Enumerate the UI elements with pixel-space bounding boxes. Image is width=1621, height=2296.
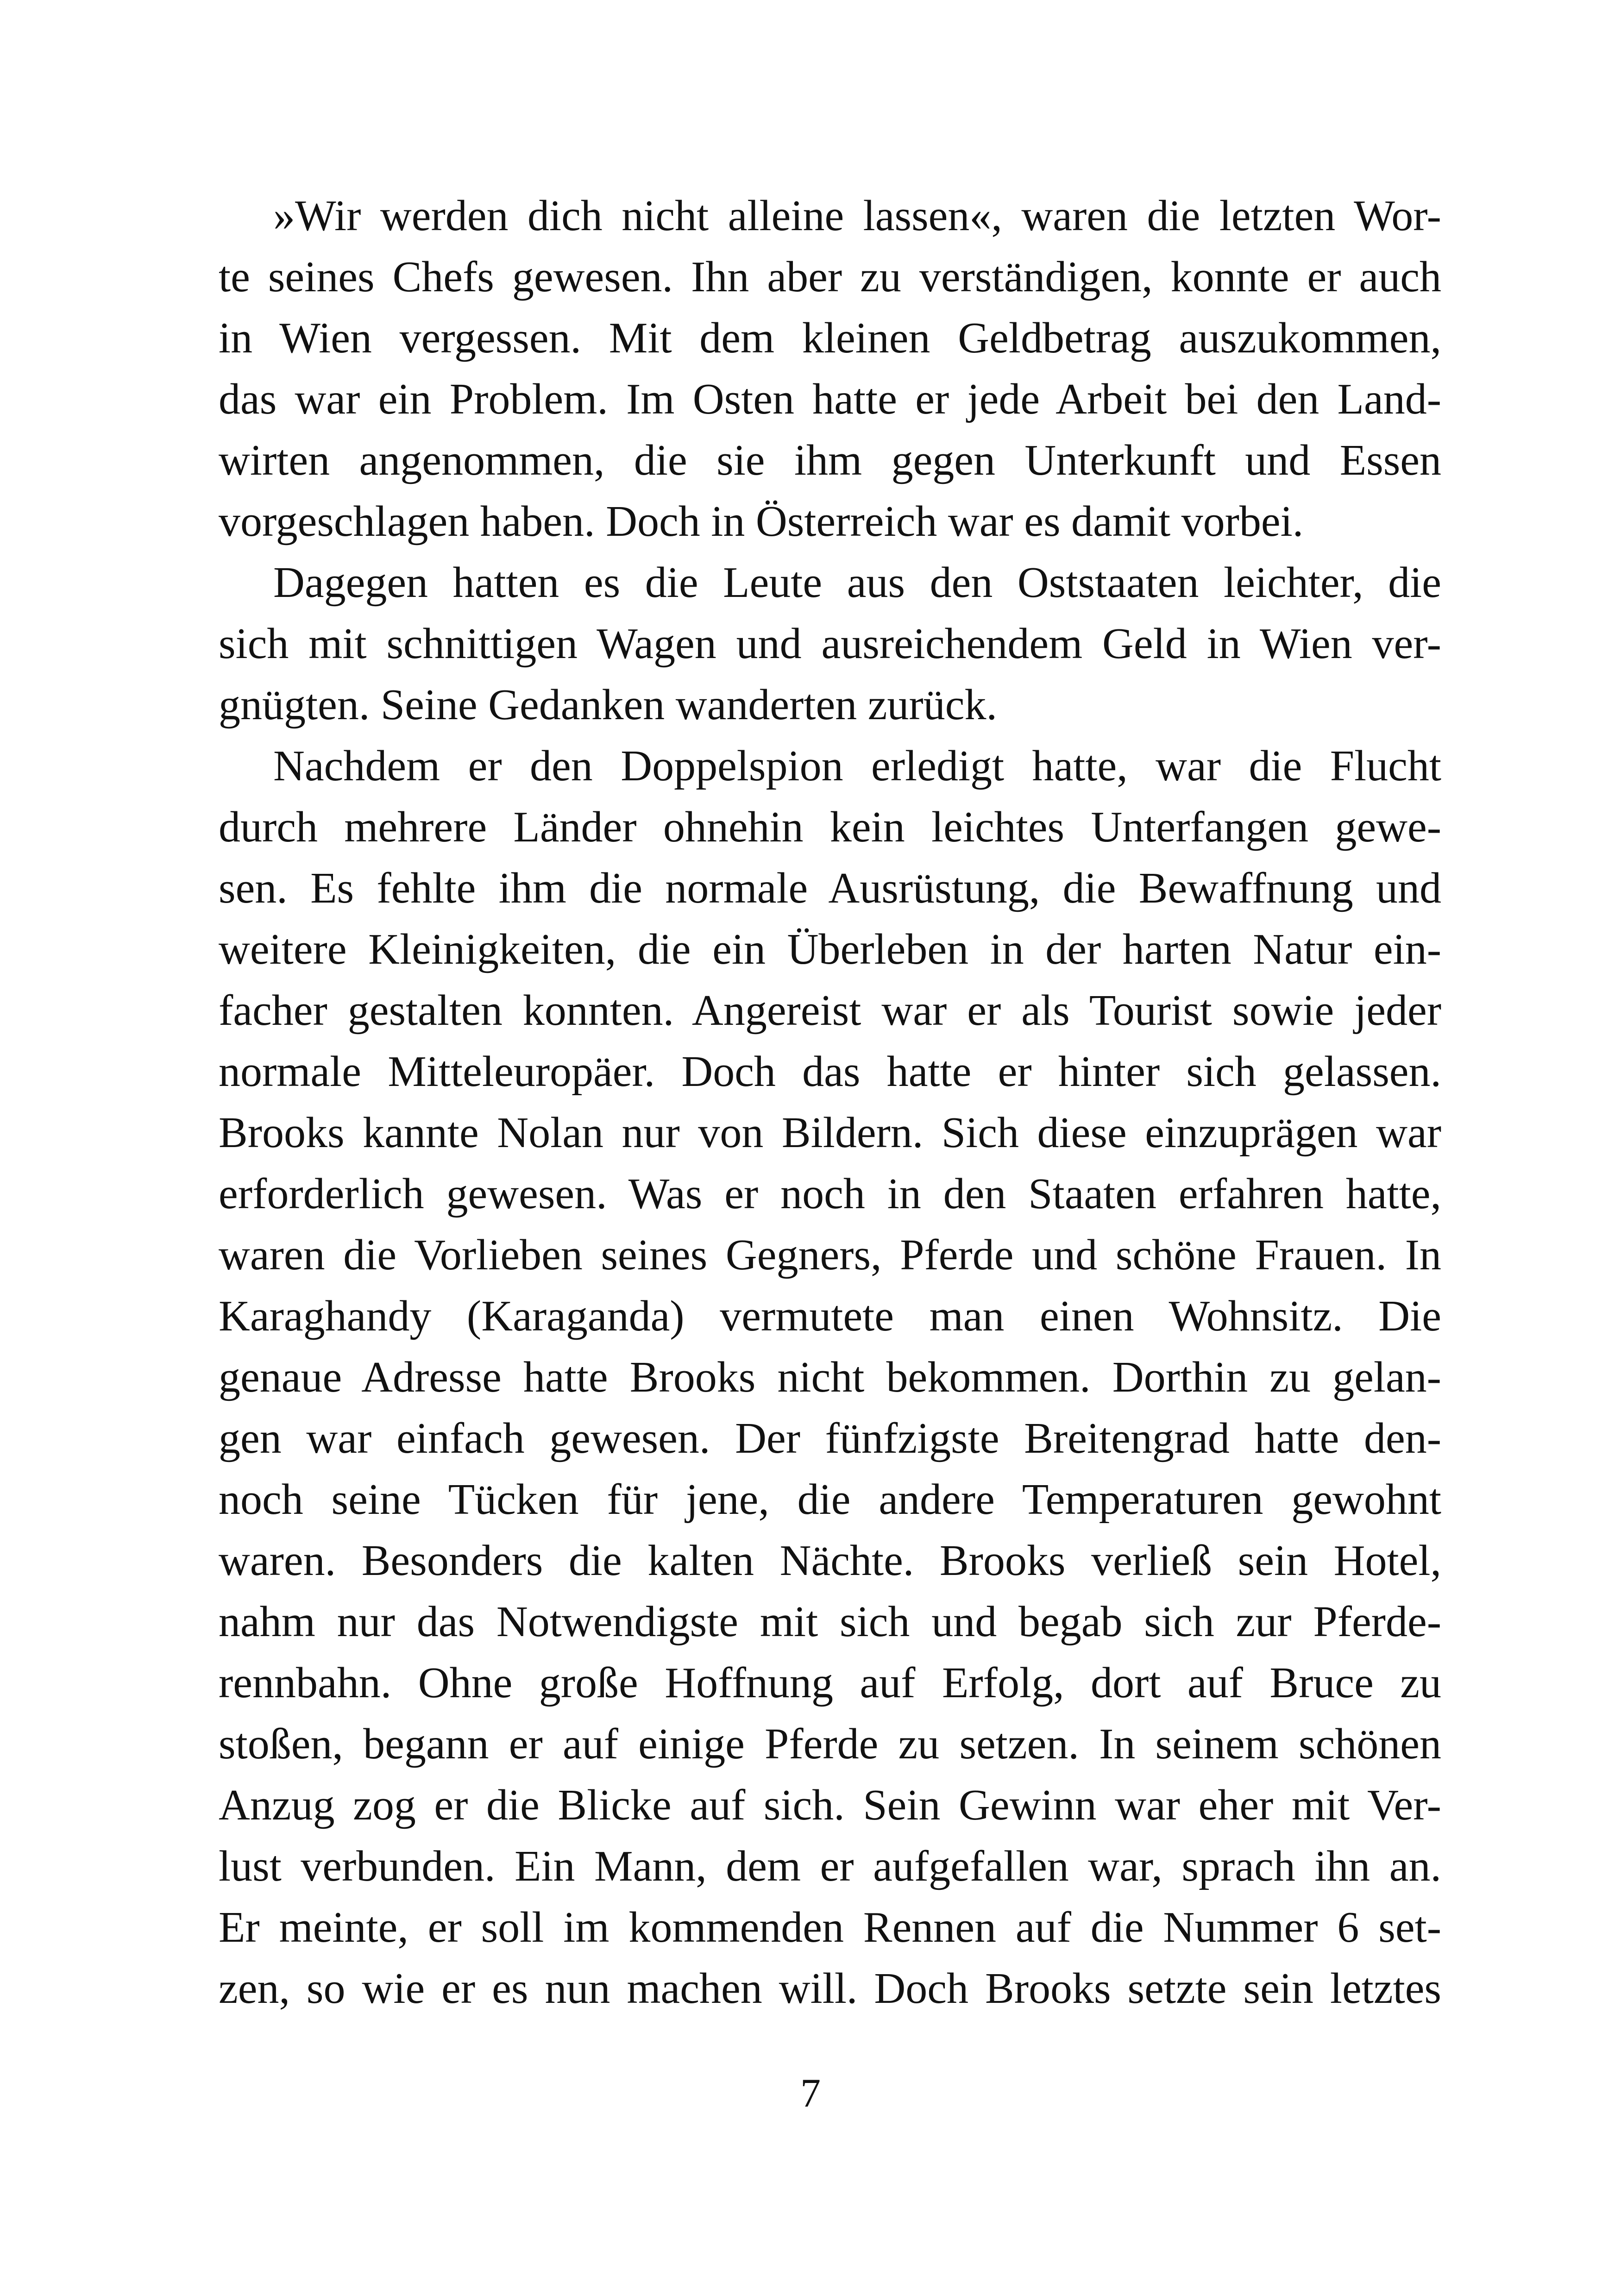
text-line: Er meinte, er soll im kommenden Rennen auf die Nummer 6 set- — [219, 1903, 1441, 1951]
text-line: sen. Es fehlte ihm die normale Ausrüstung, die Bewaffnung und — [219, 864, 1441, 912]
text-line: Nachdem er den Doppelspion erledigt hatte, war die Flucht — [273, 742, 1441, 790]
text-line: durch mehrere Länder ohnehin kein leichtes Unterfangen gewe- — [219, 803, 1441, 851]
text-line: Brooks kannte Nolan nur von Bildern. Sich diese einzuprägen war — [219, 1109, 1441, 1157]
paragraph-3 — [219, 735, 1441, 2019]
text-line: das war ein Problem. Im Osten hatte er jede Arbeit bei den Land- — [219, 375, 1441, 423]
text-line: waren die Vorlieben seines Gegners, Pferde und schöne Frauen. In — [219, 1231, 1441, 1279]
text-line: in Wien vergessen. Mit dem kleinen Geldbetrag auszukommen, — [219, 314, 1441, 362]
paragraph-1 — [219, 185, 1441, 552]
text-line: stoßen, begann er auf einige Pferde zu setzen. In seinem schönen — [219, 1720, 1441, 1768]
text-line: Anzug zog er die Blicke auf sich. Sein Gewinn war eher mit Ver- — [219, 1781, 1441, 1829]
text-line: erforderlich gewesen. Was er noch in den Staaten erfahren hatte, — [219, 1170, 1441, 1218]
text-line: facher gestalten konnten. Angereist war er als Tourist sowie jeder — [219, 986, 1441, 1035]
text-line: rennbahn. Ohne große Hoffnung auf Erfolg, dort auf Bruce zu — [219, 1659, 1441, 1707]
text-line: normale Mitteleuropäer. Doch das hatte er hinter sich gelassen. — [219, 1048, 1441, 1096]
text-line: wirten angenommen, die sie ihm gegen Unterkunft und Essen — [219, 436, 1441, 484]
text-line: zen, so wie er es nun machen will. Doch Brooks setzte sein letztes — [219, 1964, 1441, 2013]
text-line: weitere Kleinigkeiten, die ein Überleben in der harten Natur ein- — [219, 925, 1441, 973]
text-line: Karaghandy (Karaganda) vermutete man einen Wohnsitz. Die — [219, 1292, 1441, 1340]
text-line: gen war einfach gewesen. Der fünfzigste Breitengrad hatte den- — [219, 1414, 1441, 1462]
body-text — [219, 185, 1441, 2019]
text-line: waren. Besonders die kalten Nächte. Brooks verließ sein Hotel, — [219, 1537, 1441, 1585]
text-line: gnügten. Seine Gedanken wanderten zurück. — [219, 681, 997, 729]
paragraph-2 — [219, 552, 1441, 735]
text-line: genaue Adresse hatte Brooks nicht bekommen. Dorthin zu gelan- — [219, 1353, 1441, 1401]
text-line: nahm nur das Notwendigste mit sich und begab sich zur Pferde- — [219, 1598, 1441, 1646]
text-line: vorgeschlagen haben. Doch in Österreich war es damit vorbei. — [219, 497, 1304, 546]
text-line: »Wir werden dich nicht alleine lassen«, waren die letzten Wor- — [273, 192, 1441, 240]
text-line: sich mit schnittigen Wagen und ausreichendem Geld in Wien ver- — [219, 620, 1441, 668]
text-line: noch seine Tücken für jene, die andere Temperaturen gewohnt — [219, 1475, 1441, 1524]
text-line: lust verbunden. Ein Mann, dem er aufgefallen war, sprach ihn an. — [219, 1842, 1441, 1890]
text-line: te seines Chefs gewesen. Ihn aber zu verständigen, konnte er auch — [219, 253, 1441, 301]
text-line: Dagegen hatten es die Leute aus den Oststaaten leichter, die — [273, 558, 1441, 607]
page-number: 7 — [800, 2071, 821, 2116]
